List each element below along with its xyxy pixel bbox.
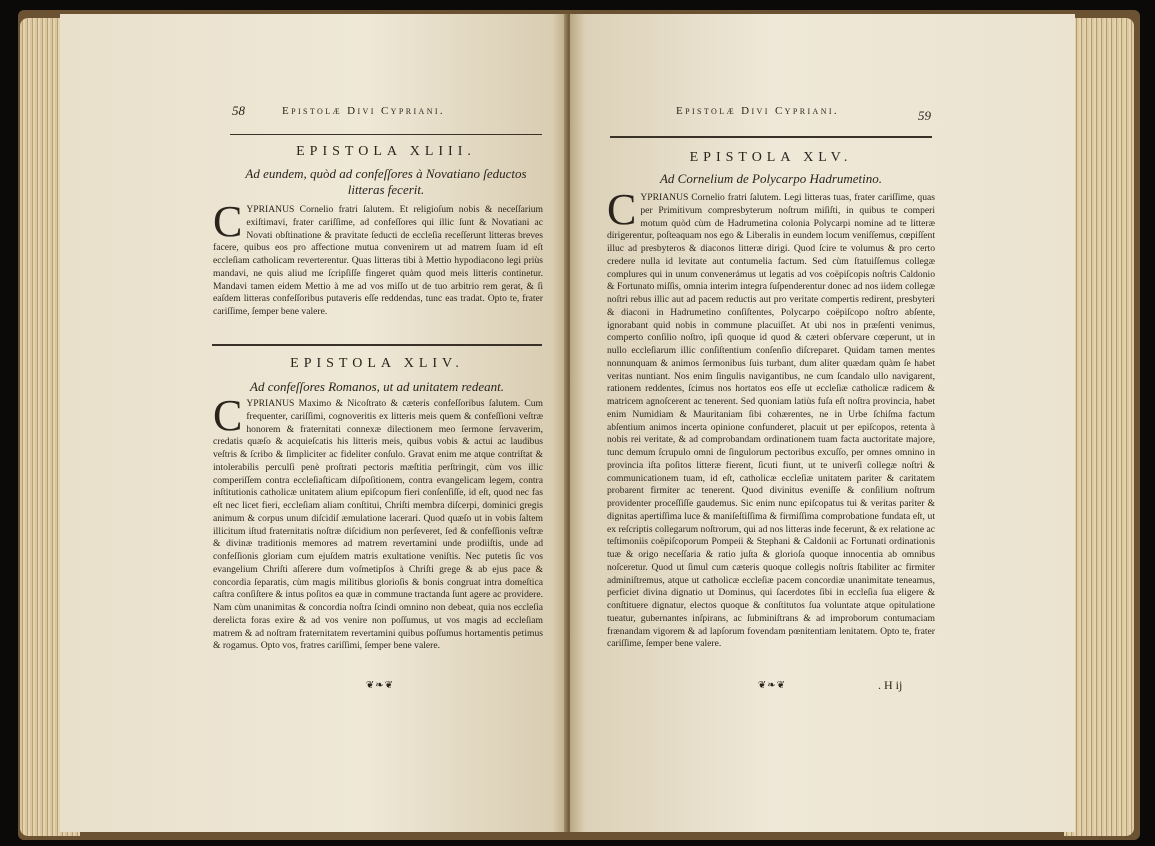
- letter-43-dropcap: C: [213, 197, 243, 246]
- left-section-rule: [212, 344, 542, 346]
- letter-44-body: [213, 391, 543, 653]
- signature-mark: . H ij: [878, 678, 903, 692]
- letter-43-body: [213, 197, 543, 319]
- letter-43-title: EPISTOLA XLIII.: [296, 144, 476, 159]
- right-header-rule: [610, 136, 932, 138]
- left-running-head: Epistolæ Divi Cypriani.: [282, 105, 446, 117]
- letter-45-subtitle: Ad Cornelium de Polycarpo Hadrumetino.: [659, 171, 883, 186]
- letter-44-title: EPISTOLA XLIV.: [290, 356, 464, 371]
- letter-43-subtitle: Ad eundem, quòd ad confeſſores à Novatiano ſeductos litteras fecerit.: [245, 166, 527, 197]
- letter-45-body: [607, 185, 935, 651]
- left-ornament: ❦❧❦: [365, 680, 395, 691]
- letter-45-text: YPRIANUS Cornelio fratri ſalutem. Legi litteras tuas, frater cariſſime, quas per Primitivum compresbyterum noſtrum miſiſti, in quibus te comperi motum quòd cùm de Hadrumetina colonia Polycarpi nomine ad te litteræ dirigerentur, poſteaquam nos ego & Liberalis in eundem locum veniſſemus, cœpiſſent illuc ad presbyteros & diaconos litteræ dirigi. Quod ſcire te volumus & pro certo credere nulla id levitate aut contumelia factum. Sed cùm ſtatuiſſemus collegæ complures qui in unum convenerámus ut legatis ad vos coëpiſcopis noſtris Caldonio & Fortunato miſſis, omnia interim integra ſuſpenderentur donec ad nos iidem collegæ noſtri rebus illic aut ad pacem reductis aut pro veritate compertis redirent, presbyteri & diaconi in Hadrumetino conſiſtentes, Polycarpo coëpiſcopo noſtro abſente, ignorabant quid nobis in commune placuiſſet. At ubi nos in præſenti venimus, comperto conſilio noſtro, ipſi quoque id quod & cæteri obſervare cœperunt, ut in nullo eccleſiarum illic conſiſtentium conſenſio diſcreparet. Quidam tamen mentes nonnunquam & animos ſermonibus ſuis turbant, dum aliter quædam quàm ſe habet veritas nuntiant. Nos enim ſingulis navigantibus, ne cum ſcandalo ullo navigarent, rationem reddentes, ſcimus nos hortatos eos eſſe ut eccleſiæ catholicæ radicem & matricem agnoſcerent ac tenerent. Sed quoniam latiùs fuſa eſt noſtra provincia, habet enim Numidiam & Mauritaniam ſibi cohærentes, ne in Urbe ſchiſma factum abſentium animos incerta opinione confunderet, placuit ut per epiſcopos, retenta à nobis rei veritate, & ad comprobandam ordinationem tuam facta auctoritate majore, tunc demum ſcrupulo omni de ſingulorum pectoribus excuſſo, per omnes omnino in provincia iſta poſitos litteræ fierent, ſicuti fiunt, ut te univerſi collegæ noſtri & communicationem tuam, id eſt, catholicæ eccleſiæ unitatem pariter & caritatem probarent firmiter ac tenerent. Quod divinitus eveniſſe & conſilium noſtrum providenter proceſſiſſe gaudemus. Sic enim nunc epiſcopatus tui & veritas pariter & dignitas apertiſſima luce & maniſeſtiſſima & firmiſſima comprobatione fundata eſt, ut ex reſcriptis collegarum noſtrorum, qui ad nos litteras inde fecerunt, & ex relatione ac teſtimoniis coëpiſcoporum Pompeii & Stephani & Caldonii ac Fortunati ordinationis tuæ & origo neceſſaria & ratio juſta & glorioſa quoque innocentia ab omnibus noſceretur. Quod ut ſimul cum cæteris quoque collegis noſtris ſtabiliter ac firmiter adminiſtremus, atque ut catholicæ eccleſiæ pacem concordiæ unanimitate teneamus, perficiet divina dignatio ut Dominus, qui ſacerdotes ſibi in eccleſia ſua eligere & conſtituere dignatur, electos quoque & conſtitutos ſua voluntate atque opitulatione tueatur, gubernantes inſpirans, ac ſubminiſtrans & ad improborum contumaciam frænandam vigorem & ad lapſorum fovendam pœnitentiam lenitatem. Opto te, frater cariſſime, ſemper bene valere.: [607, 192, 935, 650]
- letter-44-subtitle: Ad confeſſores Romanos, ut ad unitatem redeant.: [250, 379, 504, 394]
- right-running-head: Epistolæ Divi Cypriani.: [676, 105, 840, 117]
- left-header-rule: [230, 134, 542, 135]
- letter-43-text: YPRIANUS Cornelio fratri ſalutem. Et religioſum nobis & neceſſarium exiſtimavi, frater cariſſime, ad confeſſores qui illic ſunt & Novatiani ac Novati obſtinatione & pravitate ſeducti de eccleſia receſſerunt litteras breves facere, quibus eos pro affectione mutua convenirem ut ad matrem ſuam id eſt eccleſiam catholicam reverterentur. Quas litteras tibi à Mettio hypodiacono legi priùs mandavi, ne quis aliud me ſcripſiſſe fingeret quàm quod meis litteris continetur. Mandavi tamen eidem Mettio à me ad vos miſſo ut de tuo arbitrio rem gerat, & ſi eaſdem litteras confeſſoribus putaveris eſſe reddendas, tunc eas tradat. Opto te, frater cariſſime, ſemper bene valere.: [213, 204, 543, 317]
- letter-45-dropcap: C: [607, 185, 637, 234]
- letter-45-title: EPISTOLA XLV.: [689, 150, 853, 165]
- letter-44-dropcap: C: [213, 391, 243, 440]
- right-page-number: 59: [918, 108, 931, 123]
- left-page-number: 58: [232, 103, 245, 118]
- right-ornament: ❦❧❦: [757, 680, 787, 691]
- letter-44-text: YPRIANUS Maximo & Nicoſtrato & cæteris confeſſoribus ſalutem. Cum frequenter, cariſſimi, cognoveritis ex litteris meis quem & confeſſioni veſtræ honorem & fraternitati connexæ dilectionem meo ſermone ſervaverim, credatis quæſo & acquieſcatis his litteris meis, quibus vobis & actui ac laudibus veſtris & ſcribo & ſimpliciter ac fideliter conſulo. Gravat enim me atque contriſtat & intolerabilis perculſi penè proſtrati pectoris mæſtitia perſtringit, cùm vos illic comperiſſem contra eccleſiaſticam diſpoſitionem, contra evangelicam legem, contra inſtitutionis catholicæ unitatem alium epiſcopum fieri conſenſiſſe, id eſt, quod nec fas eſt nec licet fieri, eccleſiam aliam conſtitui, Chriſti membra diſcerpi, dominici gregis animum & corpus unum diſcidiſ æmulatione lacerari. Quod quæſo ut in vobis ſaltem illicitum iſtud fraternitatis noſtræ diſcidium non perſeveret, ſed & confeſſionis veſtræ & divinæ traditionis memores ad matrem revertamini unde prodiiſtis, unde ad confeſſionis gloriam cum ejuſdem matris exultatione veniſtis. Nec putetis ſic vos evangelium Chriſti aſſerere dum voſmetipſos à Chriſti grege & ab ejus pace & concordia ſeparatis, cùm magis militibus glorioſis & bonis congruat intra domeſtica caſtra conſiſtere & intus poſitos ea quæ in commune tractanda ſunt agere ac providere. Nam cùm unanimitas & concordia noſtra ſcindi omnino non debeat, quia nos eccleſia derelicta foras exire & ad vos venire non poſſumus, ut vos magis ad eccleſiam matrem & ad noſtram fraternitatem revertamini quibus poſſumus hortamentis petimus & rogamus. Opto vos, fratres cariſſimi, ſemper bene valere.: [213, 398, 543, 652]
